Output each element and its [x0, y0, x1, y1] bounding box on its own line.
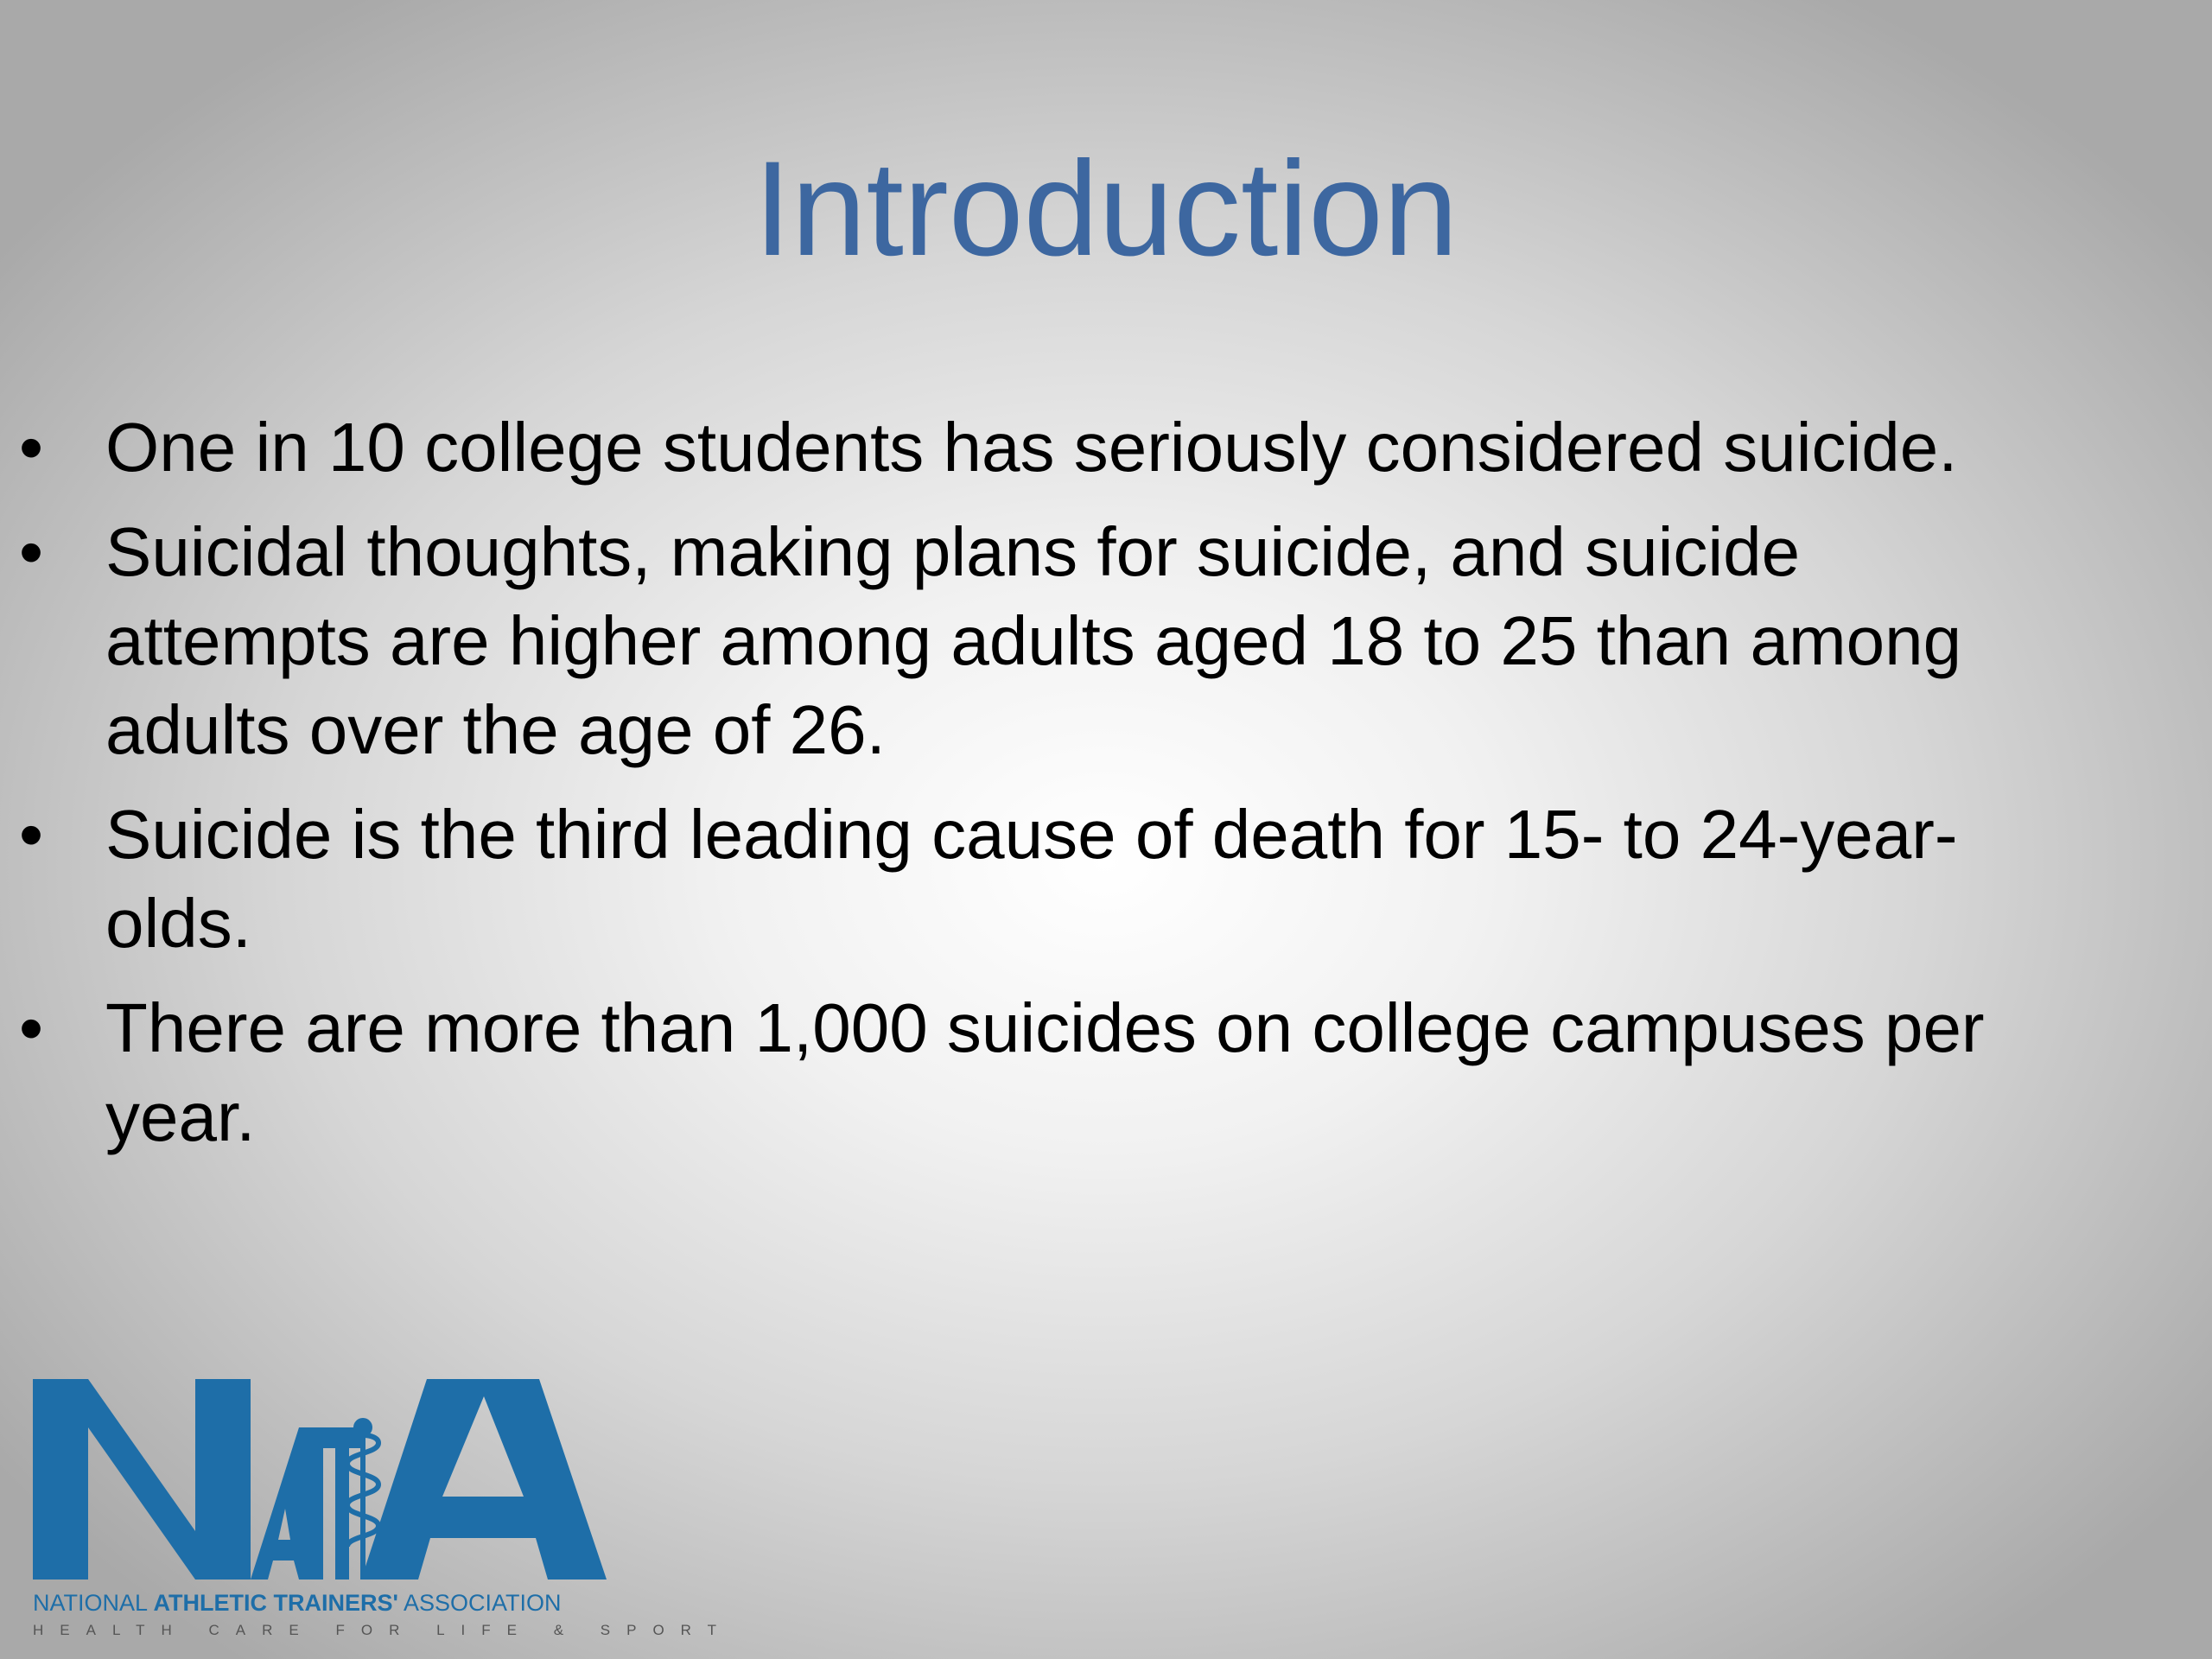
bullet-text-line: olds. — [105, 885, 251, 962]
logo-tagline-1a: NATIONAL — [33, 1590, 154, 1616]
logo-letter-n — [33, 1379, 251, 1580]
logo-tagline-1b: ATHLETIC TRAINERS' — [153, 1590, 398, 1616]
bullet-text-line: adults over the age of 26. — [105, 691, 886, 768]
bullet-text-line: One in 10 college students has seriously considered suicide. — [105, 409, 1958, 486]
bullet-text-line: Suicide is the third leading cause of death for 15- to 24-year- — [105, 796, 1958, 873]
bullet-dot-icon: • — [19, 513, 44, 590]
bullet-dot-icon: • — [19, 409, 44, 486]
bullet-text-line: Suicidal thoughts, making plans for suicide, and suicide — [105, 513, 1801, 590]
bullet-item — [0, 403, 2177, 492]
nata-logo — [33, 1379, 734, 1638]
bullet-dot-icon: • — [19, 796, 44, 873]
logo-letter-a-small — [251, 1427, 323, 1580]
bullet-text-line: attempts are higher among adults aged 18 to 25 than among — [105, 602, 1962, 679]
logo-letter-t — [323, 1427, 361, 1580]
bullet-dot-icon: • — [19, 989, 44, 1066]
slide-title: Introduction — [753, 134, 1459, 284]
bullet-text-line: There are more than 1,000 suicides on college campuses per — [105, 989, 1985, 1066]
logo-letters — [33, 1379, 607, 1580]
logo-letter-a-large — [361, 1379, 607, 1580]
bullet-item — [0, 790, 2177, 968]
logo-tagline-1c: ASSOCIATION — [397, 1590, 562, 1616]
bullet-text-line: year. — [105, 1078, 256, 1155]
bullet-item — [0, 983, 2177, 1161]
bullet-item — [0, 507, 2177, 774]
logo-tagline-2: HEALTH CARE FOR LIFE & SPORT — [33, 1622, 734, 1638]
bullet-list — [0, 403, 2177, 1177]
logo-tagline-1 — [33, 1590, 562, 1616]
